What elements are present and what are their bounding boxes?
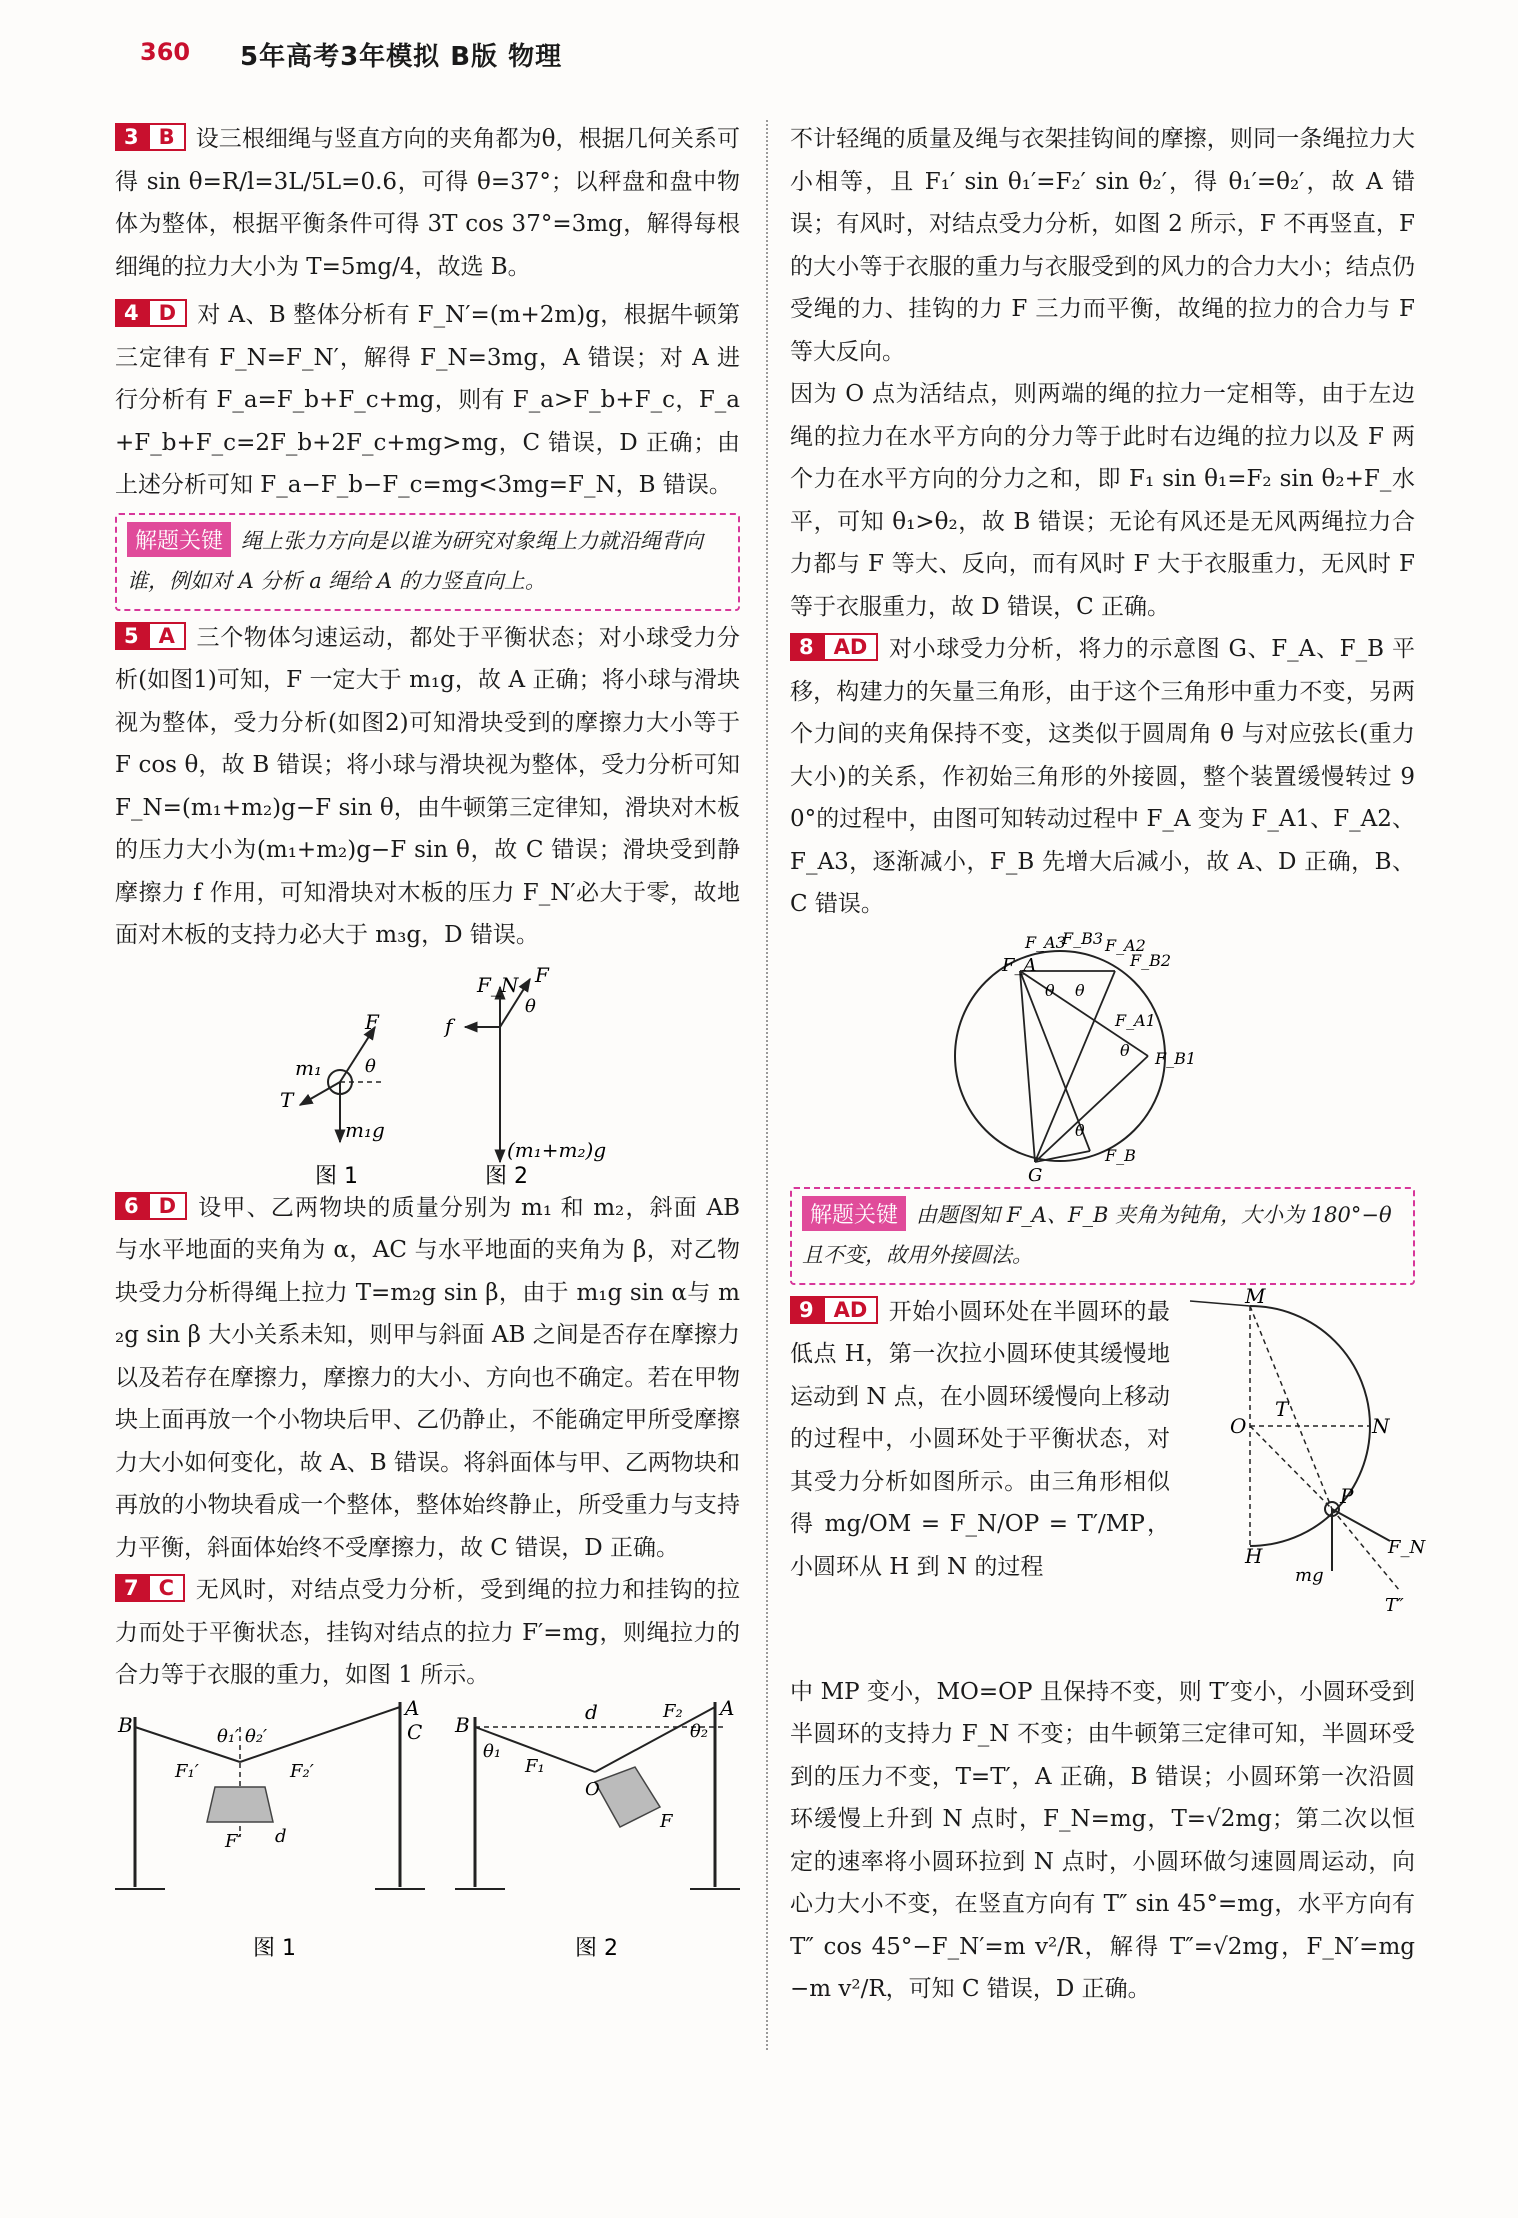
svg-text:θ₁: θ₁ (483, 1740, 502, 1762)
key-point-label: 解题关键 (127, 522, 231, 557)
answer-7-continued: 不计轻绳的质量及绳与衣架挂钩间的摩擦，则同一条绳拉力大小相等，且 F₁′ sin θ₁′=F₂′ sin θ₂′，得 θ₁′=θ₂′，故 A 错误；有风时，对结点受力分析，如图 2 所示，F 不再竖直，F 的大小等于衣服的重力与衣服受到的风力的合力大小；结点仍受绳的力、挂钩的力 F 三力而平衡，故绳的拉力的合力与 F 等大反向。 (790, 126, 1415, 365)
figure-q8 (790, 926, 1415, 1186)
answer-text: 无风时，对结点受力分析，受到绳的拉力和挂钩的拉力而处于平衡状态，挂钩对结点的拉力 F′=mg，则绳拉力的合力等于衣服的重力，如图 1 所示。 (115, 1577, 740, 1688)
answer-9-continued: 中 MP 变小，MO=OP 且保持不变，则 T′变小，小圆环受到半圆环的支持力 F_N 不变；由牛顿第三定律可知，半圆环受到的压力不变，T=T′，A 正确，B 错误；小圆环第一次沿圆环缓慢上升到 N 点时，F_N=mg，T=√2mg；第二次以恒定的速率将小圆环拉到 N 点时，小圆环做匀速圆周运动，向心力大小不变，在竖直方向有 T″ sin 45°=mg，水平方向有 T″ cos 45°−F_N′=m v²/R，解得 T″=√2mg，F_N′=mg−m v²/R，可知 C 错误，D 正确。 (790, 1678, 1415, 2002)
figure-caption: 图 1 (315, 1163, 358, 1189)
answer-badge: 7 C (115, 1574, 185, 1602)
clothes-icon (207, 1787, 273, 1822)
clothes-icon (595, 1767, 660, 1827)
svg-text:d: d (585, 1699, 598, 1724)
svg-text:F: F (535, 962, 549, 987)
answer-9-block (790, 1283, 1426, 1671)
answer-3 (115, 118, 740, 288)
svg-text:O: O (585, 1778, 600, 1800)
svg-text:θ: θ (1075, 980, 1085, 1000)
svg-text:F₂: F₂ (663, 1700, 683, 1722)
svg-text:θ: θ (1075, 1120, 1085, 1140)
svg-text:F_B2: F_B2 (1130, 950, 1172, 970)
answer-badge: 5 A (115, 622, 186, 650)
svg-text:G: G (1028, 1164, 1043, 1186)
svg-text:d: d (275, 1825, 287, 1847)
answer-text: 对小球受力分析，将力的示意图 G、F_A、F_B 平移，构建力的矢量三角形，由于这个三角形中重力不变，另两个力间的夹角保持不变，这类似于圆周角 θ 与对应弦长(重力大小)的关系，作初始三角形的外接圆，整个装置缓慢转过 90°的过程中，由图可知转动过程中 F_A 变为 F_A1、F_A2、F_A3，逐渐减小，F_B 先增大后减小，故 A、D 正确，B、C 错误。 (790, 636, 1415, 917)
figure-q5 (115, 957, 740, 1187)
answer-7-continued-2: 因为 O 点为活结点，则两端的绳的拉力一定相等，由于左边绳的拉力在水平方向的分力等于此时右边绳的拉力以及 F 两个力在水平方向的分力之和，即 F₁ sin θ₁=F₂ sin θ₂+F_水平，可知 θ₁>θ₂，故 B 错误；无论有风还是无风两绳拉力合力都与 F 等大、反向，而有风时 F 大于衣服重力，无风时 F 等于衣服重力，故 D 错误，C 正确。 (790, 381, 1415, 620)
svg-text:F₁′: F₁′ (175, 1760, 199, 1782)
semicircle-ring-diagram (1190, 1283, 1426, 1621)
key-point-box (790, 1187, 1415, 1285)
answer-badge: 6 D (115, 1192, 187, 1220)
svg-text:θ₂′: θ₂′ (245, 1725, 268, 1747)
answer-text: 三个物体匀速运动，都处于平衡状态；对小球受力分析(如图1)可知，F 一定大于 m₁g，故 A 正确；将小球与滑块视为整体，受力分析(如图2)可知滑块受到的摩擦力大小等于 F cos θ，故 B 错误；将小球与滑块视为整体，受力分析可知 F_N=(m₁+m₂)g−F sin θ，由牛顿第三定律知，滑块对木板的压力大小为(m₁+m₂)g−F sin θ，故 C 错误；滑块受到静摩擦力 f 作用，可知滑块对木板的压力 F_N′必大于零，故地面对木板的支持力必大于 m₃g，D 错误。 (115, 624, 740, 948)
svg-text:A: A (720, 1695, 735, 1720)
answer-badge: 3 B (115, 123, 186, 151)
svg-text:F_A1: F_A1 (1115, 1010, 1156, 1030)
svg-text:F: F (365, 1009, 379, 1034)
answer-text: 设甲、乙两物块的质量分别为 m₁ 和 m₂，斜面 AB 与水平地面的夹角为 α，AC 与水平地面的夹角为 β，对乙物块受力分析得绳上拉力 T=m₂g sin β，由于 m₁g sin α与 m₂g sin β 大小关系未知，则甲与斜面 AB 之间是否存在摩擦力以及若存在摩擦力，摩擦力的大小、方向也不确定。若在甲物块上面再放一个小物块后甲、乙仍静止，不能确定甲所受摩擦力大小如何变化，故 A、B 错误。将斜面体与甲、乙两物块和再放的小物块看成一个整体，整体始终静止，所受重力与支持力平衡，斜面体始终不受摩擦力，故 C 错误，D 正确。 (115, 1194, 740, 1561)
svg-text:M: M (1245, 1283, 1266, 1308)
svg-text:F₁: F₁ (525, 1755, 545, 1777)
figure-caption: 图 2 (485, 1163, 528, 1189)
svg-text:m₁: m₁ (295, 1055, 322, 1080)
column-divider (766, 120, 768, 2050)
svg-text:F_N: F_N (477, 972, 519, 997)
book-title: 5年高考3年模拟 B版 物理 (240, 42, 563, 72)
svg-text:θ₂: θ₂ (690, 1720, 709, 1742)
svg-text:P: P (1340, 1483, 1354, 1508)
key-point-text: 由题图知 F_A、F_B 夹角为钝角，大小为 180°−θ 且不变，故用外接圆法。 (802, 1202, 1392, 1267)
answer-8 (790, 628, 1415, 926)
clothes-hanger-diagram (115, 1697, 740, 1967)
svg-text:F_A2: F_A2 (1105, 935, 1146, 955)
svg-text:F_A: F_A (1002, 954, 1037, 976)
svg-text:C: C (407, 1719, 423, 1744)
svg-text:F_A3: F_A3 (1025, 932, 1066, 952)
svg-text:F: F (660, 1810, 673, 1832)
svg-text:θ: θ (365, 1055, 376, 1077)
answer-9 (790, 1291, 1170, 1589)
svg-text:H: H (1245, 1543, 1263, 1568)
svg-text:T″: T″ (1385, 1594, 1404, 1616)
left-column (115, 118, 740, 1967)
svg-text:F₂′: F₂′ (290, 1760, 314, 1782)
svg-text:A: A (405, 1695, 420, 1720)
svg-text:mg: mg (1295, 1564, 1324, 1586)
key-point-box (115, 513, 740, 611)
answer-badge: 9 AD (790, 1296, 878, 1324)
answer-text: 设三根细绳与竖直方向的夹角都为θ，根据几何关系可得 sin θ=R/l=3L/5L=0.6，可得 θ=37°；以秤盘和盘中物体为整体，根据平衡条件可得 3T cos 37°=3mg，解得每根细绳的拉力大小为 T=5mg/4，故选 B。 (115, 126, 740, 280)
svg-text:O: O (1230, 1413, 1247, 1438)
svg-text:θ: θ (1120, 1040, 1130, 1060)
figure-q7 (115, 1697, 740, 1967)
force-diagram-q5 (115, 957, 740, 1187)
answer-7 (115, 1569, 740, 1697)
svg-text:N: N (1372, 1413, 1390, 1438)
key-point-text: 绳上张力方向是以谁为研究对象绳上力就沿绳背向谁，例如对 A 分析 a 绳给 A 的力竖直向上。 (127, 528, 704, 593)
page-header (0, 0, 1518, 110)
svg-text:T: T (280, 1087, 294, 1112)
figure-caption: 图 2 (575, 1935, 618, 1961)
svg-text:θ₁′: θ₁′ (217, 1725, 240, 1747)
answer-5 (115, 617, 740, 957)
svg-text:B: B (118, 1712, 133, 1737)
answer-text: 开始小圆环处在半圆环的最低点 H，第一次拉小圆环使其缓慢地运动到 N 点，在小圆环缓慢向上移动的过程中，小圆环处于平衡状态，对其受力分析如图所示。由三角形相似得 mg/OM = F_N/OP = T′/MP，小圆环从 H 到 N 的过程 (790, 1298, 1170, 1580)
svg-text:F′: F′ (225, 1830, 242, 1852)
answer-6 (115, 1187, 740, 1570)
figure-caption: 图 1 (253, 1935, 296, 1961)
circumscribed-circle-diagram (790, 926, 1415, 1186)
svg-text:f: f (445, 1013, 453, 1038)
page-number: 360 (140, 38, 191, 66)
key-point-label: 解题关键 (802, 1196, 906, 1231)
svg-text:F_N: F_N (1388, 1536, 1426, 1558)
svg-text:F_B3: F_B3 (1062, 928, 1104, 948)
svg-text:F_B1: F_B1 (1155, 1048, 1197, 1068)
svg-text:B: B (455, 1712, 470, 1737)
svg-text:θ: θ (1045, 980, 1055, 1000)
svg-text:m₁g: m₁g (345, 1117, 385, 1142)
svg-text:(m₁+m₂)g: (m₁+m₂)g (507, 1137, 607, 1162)
right-column (790, 118, 1426, 2011)
svg-text:T: T (1275, 1396, 1289, 1421)
answer-badge: 8 AD (790, 633, 878, 661)
answer-text: 对 A、B 整体分析有 F_N′=(m+2m)g，根据牛顿第三定律有 F_N=F_N′，解得 F_N=3mg，A 错误；对 A 进行分析有 F_a=F_b+F_c+mg，则有 F_a>F_b+F_c，F_a+F_b+F_c=2F_b+2F_c+mg>mg，C 错误，D 正确；由上述分析可知 F_a−F_b−F_c=mg<3mg=F_N，B 错误。 (115, 302, 740, 498)
answer-badge: 4 D (115, 299, 187, 327)
svg-text:F_B: F_B (1105, 1145, 1136, 1165)
svg-text:θ: θ (525, 995, 536, 1017)
answer-4 (115, 294, 740, 507)
